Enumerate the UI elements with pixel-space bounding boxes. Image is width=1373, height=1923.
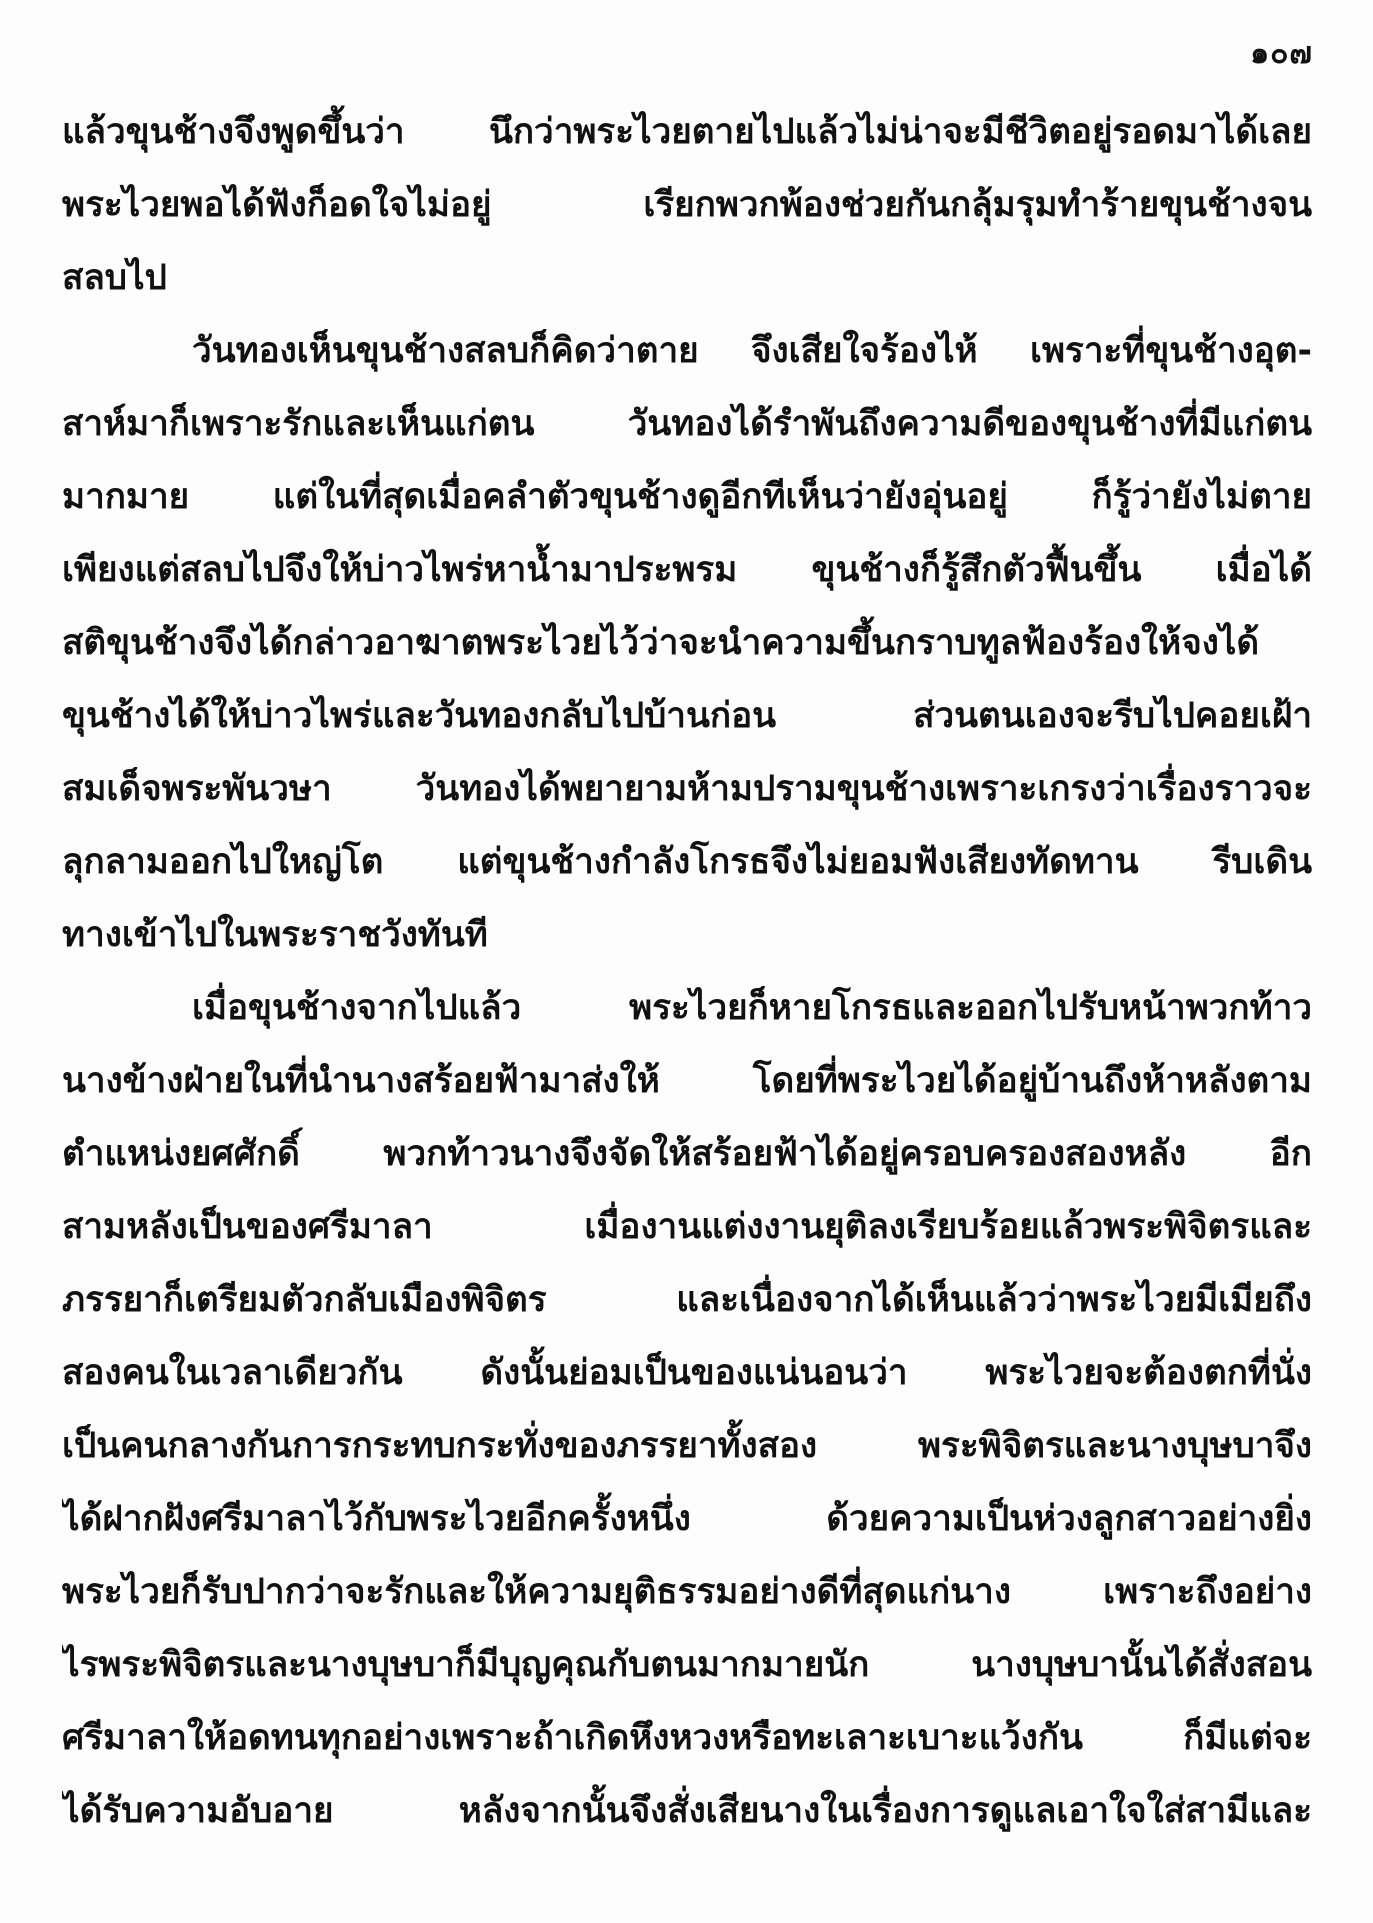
text-line: วันทองเห็นขุนช้างสลบก็คิดว่าตาย จึงเสียใจร้องไห้ เพราะที่ขุนช้างอุต- xyxy=(192,331,1312,371)
text-line: เป็นคนกลางกันการกระทบกระทั่งของภรรยาทั้งสอง พระพิจิตรและนางบุษบาจึง xyxy=(62,1426,1312,1466)
text-line: ได้ฝากฝังศรีมาลาไว้กับพระไวยอีกครั้งหนึ่ง ด้วยความเป็นห่วงลูกสาวอย่างยิ่ง xyxy=(62,1499,1312,1539)
text-line: ได้รับความอับอาย หลังจากนั้นจึงสั่งเสียนางในเรื่องการดูแลเอาใจใส่สามีและ xyxy=(62,1791,1312,1831)
text-line: มากมาย แต่ในที่สุดเมื่อคลำตัวขุนช้างดูอีกทีเห็นว่ายังอุ่นอยู่ ก็รู้ว่ายังไม่ตาย xyxy=(62,477,1312,517)
text-line: สามหลังเป็นของศรีมาลา เมื่องานแต่งงานยุติลงเรียบร้อยแล้วพระพิจิตรและ xyxy=(62,1207,1312,1247)
text-line: เพียงแต่สลบไปจึงให้บ่าวไพร่หาน้ำมาประพรม ขุนช้างก็รู้สึกตัวฟื้นขึ้น เมื่อได้ xyxy=(62,550,1312,590)
text-line: สองคนในเวลาเดียวกัน ดังนั้นย่อมเป็นของแน่นอนว่า พระไวยจะต้องตกที่นั่ง xyxy=(62,1353,1312,1393)
text-line: ทางเข้าไปในพระราชวังทันที xyxy=(62,915,488,955)
text-line: พระไวยก็รับปากว่าจะรักและให้ความยุติธรรมอย่างดีที่สุดแก่นาง เพราะถึงอย่าง xyxy=(62,1572,1312,1612)
text-line: สมเด็จพระพันวษา วันทองได้พยายามห้ามปรามขุนช้างเพราะเกรงว่าเรื่องราวจะ xyxy=(62,769,1312,809)
text-line: พระไวยพอได้ฟังก็อดใจไม่อยู่ เรียกพวกพ้องช่วยกันกลุ้มรุมทำร้ายขุนช้างจน xyxy=(62,185,1312,225)
text-line: ลุกลามออกไปใหญ่โต แต่ขุนช้างกำลังโกรธจึงไม่ยอมฟังเสียงทัดทาน รีบเดิน xyxy=(62,842,1312,882)
text-line: สาห์มาก็เพราะรักและเห็นแก่ตน วันทองได้รำพันถึงความดีของขุนช้างที่มีแก่ตน xyxy=(62,404,1312,444)
text-line: ไรพระพิจิตรและนางบุษบาก็มีบุญคุณกับตนมากมายนัก นางบุษบานั้นได้สั่งสอน xyxy=(62,1645,1312,1685)
text-line: ศรีมาลาให้อดทนทุกอย่างเพราะถ้าเกิดหึงหวงหรือทะเลาะเบาะแว้งกัน ก็มีแต่จะ xyxy=(62,1718,1312,1758)
text-line: ตำแหน่งยศศักดิ์ พวกท้าวนางจึงจัดให้สร้อยฟ้าได้อยู่ครอบครองสองหลัง อีก xyxy=(62,1134,1312,1174)
text-line: สติขุนช้างจึงได้กล่าวอาฆาตพระไวยไว้ว่าจะนำความขึ้นกราบทูลฟ้องร้องให้จงได้ xyxy=(62,623,1260,663)
text-line: ภรรยาก็เตรียมตัวกลับเมืองพิจิตร และเนื่องจากได้เห็นแล้วว่าพระไวยมีเมียถึง xyxy=(62,1280,1312,1320)
text-line: ขุนช้างได้ให้บ่าวไพร่และวันทองกลับไปบ้านก่อน ส่วนตนเองจะรีบไปคอยเฝ้า xyxy=(62,696,1312,736)
body-text xyxy=(62,96,1312,1848)
page-number: ๑๐๗ xyxy=(1250,36,1313,71)
text-line: เมื่อขุนช้างจากไปแล้ว พระไวยก็หายโกรธและออกไปรับหน้าพวกท้าว xyxy=(192,988,1312,1028)
text-line: สลบไป xyxy=(62,258,167,298)
text-line: นางข้างฝ่ายในที่นำนางสร้อยฟ้ามาส่งให้ โดยที่พระไวยได้อยู่บ้านถึงห้าหลังตาม xyxy=(62,1061,1312,1101)
text-line: แล้วขุนช้างจึงพูดขึ้นว่า นึกว่าพระไวยตายไปแล้วไม่น่าจะมีชีวิตอยู่รอดมาได้เลย xyxy=(62,112,1312,152)
